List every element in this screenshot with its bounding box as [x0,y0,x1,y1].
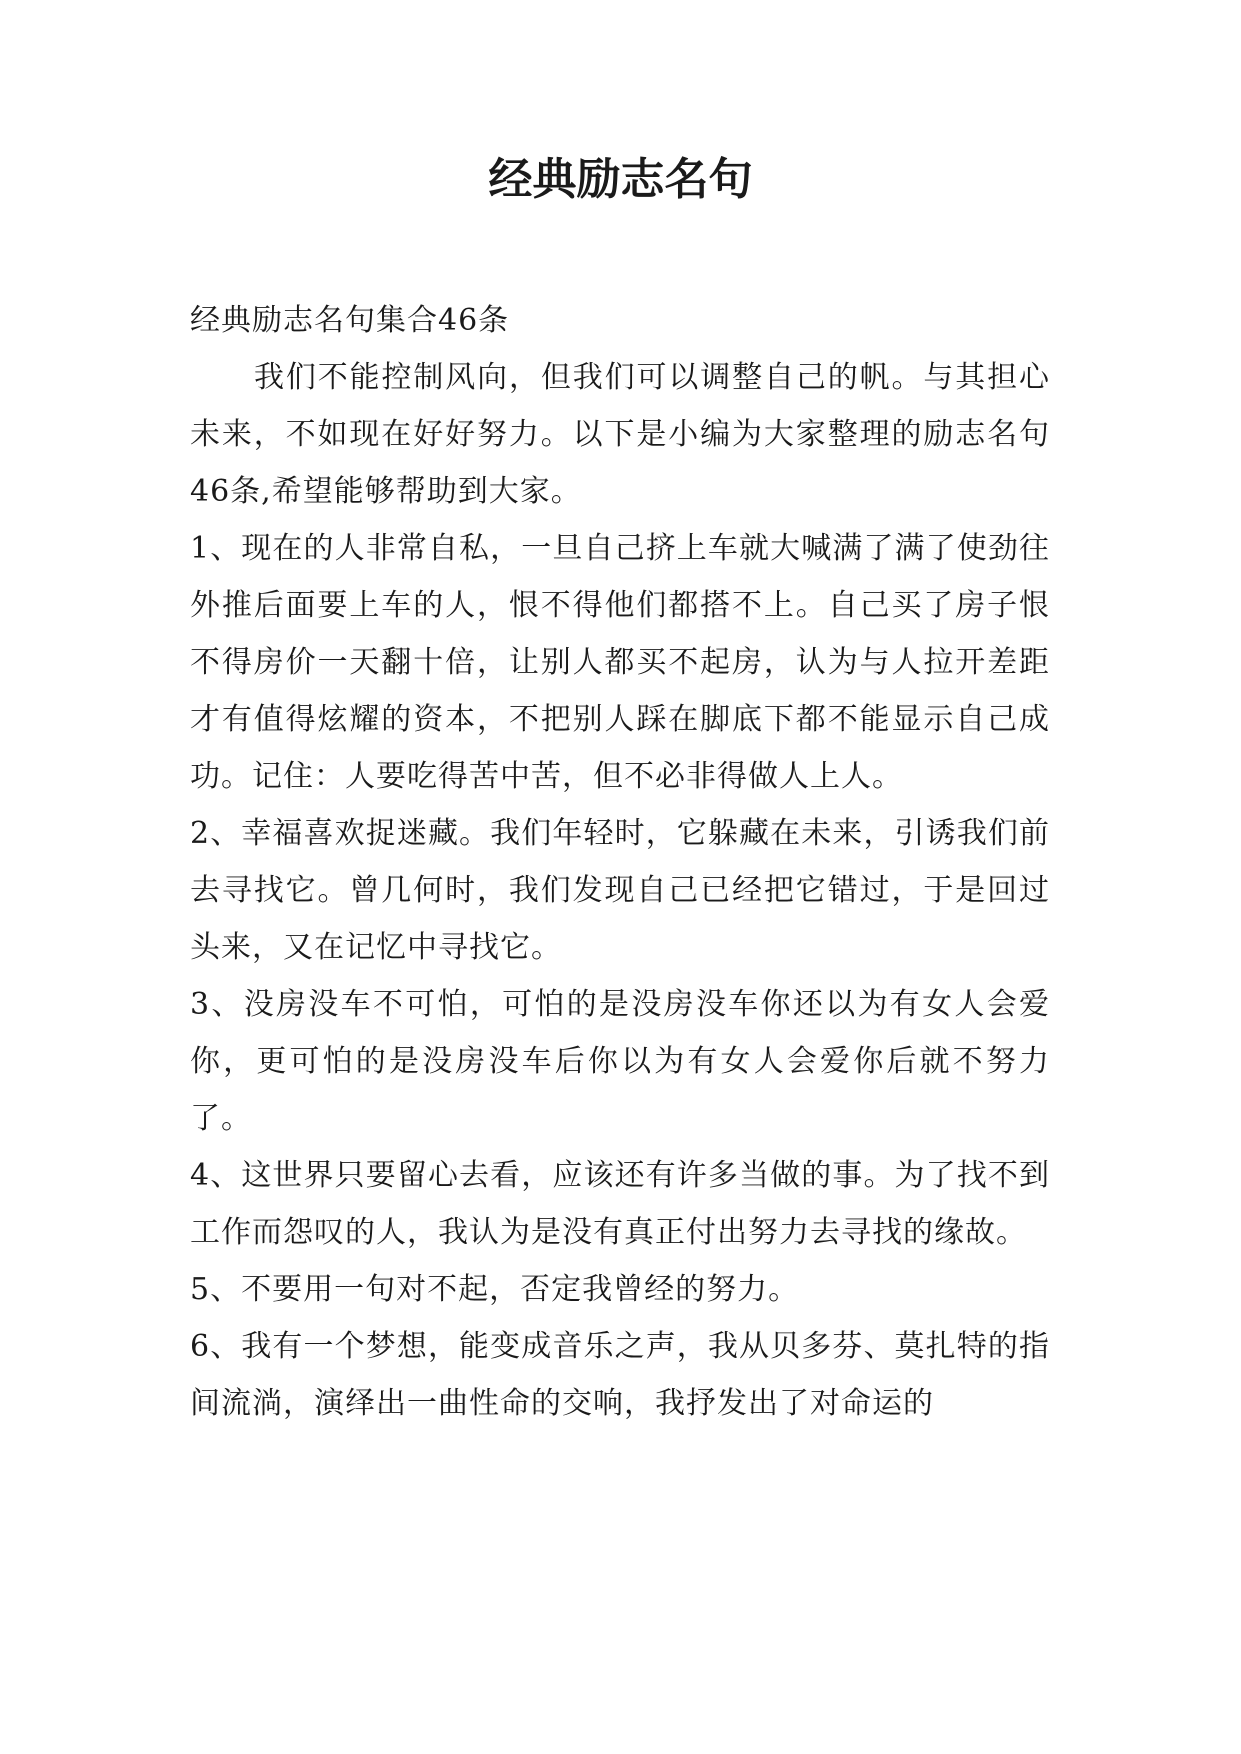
document-subtitle: 经典励志名句集合46条 [190,303,510,338]
quote-paragraph: 2、幸福喜欢捉迷藏。我们年轻时，它躲藏在未来，引诱我们前去寻找它。曾几何时，我们发现自己已经把它错过，于是回过头来，又在记忆中寻找它。 [190,816,1050,965]
quote-paragraph: 4、这世界只要留心去看，应该还有许多当做的事。为了找不到工作而怨叹的人，我认为是没有真正付出努力去寻找的缘故。 [190,1158,1050,1250]
quote-paragraph: 6、我有一个梦想，能变成音乐之声，我从贝多芬、莫扎特的指间流淌，演绎出一曲性命的交响，我抒发出了对命运的 [190,1329,1050,1421]
quote-paragraph: 1、现在的人非常自私，一旦自己挤上车就大喊满了满了使劲往外推后面要上车的人，恨不得他们都搭不上。自己买了房子恨不得房价一天翻十倍，让别人都买不起房，认为与人拉开差距才有值得炫耀的资本，不把别人踩在脚底下都不能显示自己成功。记住：人要吃得苦中苦，但不必非得做人上人。 [190,531,1050,794]
quote-paragraph: 5、不要用一句对不起，否定我曾经的努力。 [190,1272,800,1307]
intro-paragraph: 我们不能控制风向，但我们可以调整自己的帆。与其担心未来，不如现在好好努力。以下是小编为大家整理的励志名句46条,希望能够帮助到大家。 [190,360,1050,509]
document-title: 经典励志名句 [488,154,753,205]
document-body [190,292,1050,1432]
quote-paragraph: 3、没房没车不可怕，可怕的是没房没车你还以为有女人会爱你，更可怕的是没房没车后你以为有女人会爱你后就不努力了。 [190,987,1050,1136]
